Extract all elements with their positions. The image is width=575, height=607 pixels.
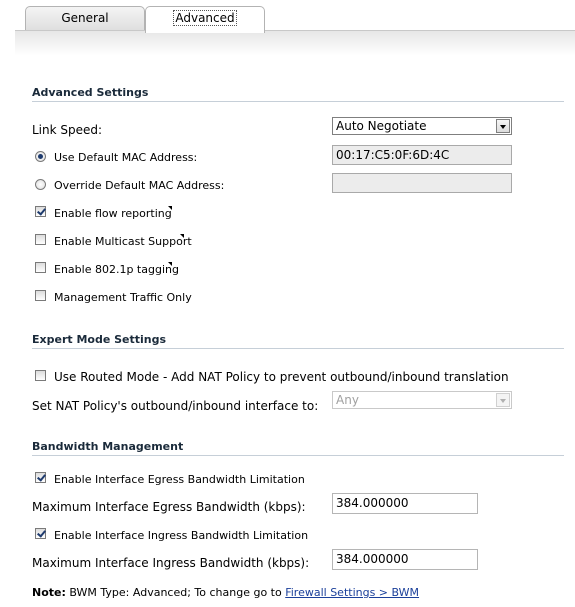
- note-prefix: Note:: [32, 586, 66, 599]
- use-default-mac-label: Use Default MAC Address:: [54, 151, 198, 164]
- egress-enable-label: Enable Interface Egress Bandwidth Limitation: [54, 473, 305, 486]
- management-only-label: Management Traffic Only: [54, 291, 192, 304]
- tab-advanced[interactable]: [145, 6, 265, 33]
- ingress-bandwidth-input[interactable]: 384.000000: [332, 549, 478, 570]
- nat-interface-value: Any: [336, 393, 359, 407]
- routed-mode-label: Use Routed Mode - Add NAT Policy to prevent outbound/inbound translation: [54, 370, 509, 384]
- tab-general-label: General: [61, 11, 109, 25]
- ingress-max-label: Maximum Interface Ingress Bandwidth (kbps):: [32, 556, 310, 570]
- tooltip-triangle-icon[interactable]: [168, 206, 172, 210]
- bwm-note: [32, 586, 419, 599]
- expert-mode-title: Expert Mode Settings: [32, 333, 167, 346]
- tooltip-triangle-icon[interactable]: [180, 234, 184, 238]
- advanced-settings-title: Advanced Settings: [32, 86, 149, 99]
- link-speed-select[interactable]: [332, 117, 512, 135]
- flow-reporting-label: Enable flow reporting: [54, 207, 172, 220]
- ingress-enable-label: Enable Interface Ingress Bandwidth Limitation: [54, 529, 309, 542]
- firewall-settings-bwm-link[interactable]: Firewall Settings > BWM: [285, 586, 420, 599]
- note-text: BWM Type: Advanced; To change go to: [65, 586, 286, 599]
- link-speed-label: Link Speed:: [32, 123, 103, 137]
- override-mac-radio[interactable]: [35, 179, 46, 190]
- routed-mode-checkbox[interactable]: [35, 370, 46, 381]
- multicast-checkbox[interactable]: [35, 234, 46, 245]
- tooltip-triangle-icon[interactable]: [168, 262, 172, 266]
- override-mac-input[interactable]: [332, 173, 512, 193]
- egress-bandwidth-input[interactable]: 384.000000: [332, 493, 478, 514]
- management-only-checkbox[interactable]: [35, 290, 46, 301]
- nat-interface-label: Set NAT Policy's outbound/inbound interface to:: [32, 399, 319, 413]
- tab-advanced-label: Advanced: [175, 11, 235, 25]
- link-speed-value: Auto Negotiate: [336, 119, 427, 133]
- dropdown-arrow-icon: [496, 393, 510, 407]
- bandwidth-management-title: Bandwidth Management: [32, 440, 184, 453]
- override-mac-label: Override Default MAC Address:: [54, 179, 225, 192]
- use-default-mac-radio[interactable]: [35, 151, 46, 162]
- tab-content-header: [15, 30, 575, 56]
- tab-general[interactable]: [25, 6, 145, 31]
- default-mac-field: 00:17:C5:0F:6D:4C: [332, 145, 512, 165]
- flow-reporting-checkbox[interactable]: [35, 206, 46, 217]
- egress-max-label: Maximum Interface Egress Bandwidth (kbps):: [32, 500, 306, 514]
- section-divider: [32, 348, 564, 349]
- egress-enable-checkbox[interactable]: [35, 472, 46, 483]
- tagging-8021p-label: Enable 802.1p tagging: [54, 263, 179, 276]
- tagging-8021p-checkbox[interactable]: [35, 262, 46, 273]
- section-divider: [32, 101, 564, 102]
- multicast-label: Enable Multicast Support: [54, 235, 192, 248]
- nat-interface-select[interactable]: [332, 391, 512, 409]
- dropdown-arrow-icon: [496, 119, 510, 133]
- section-divider: [32, 455, 564, 456]
- ingress-enable-checkbox[interactable]: [35, 528, 46, 539]
